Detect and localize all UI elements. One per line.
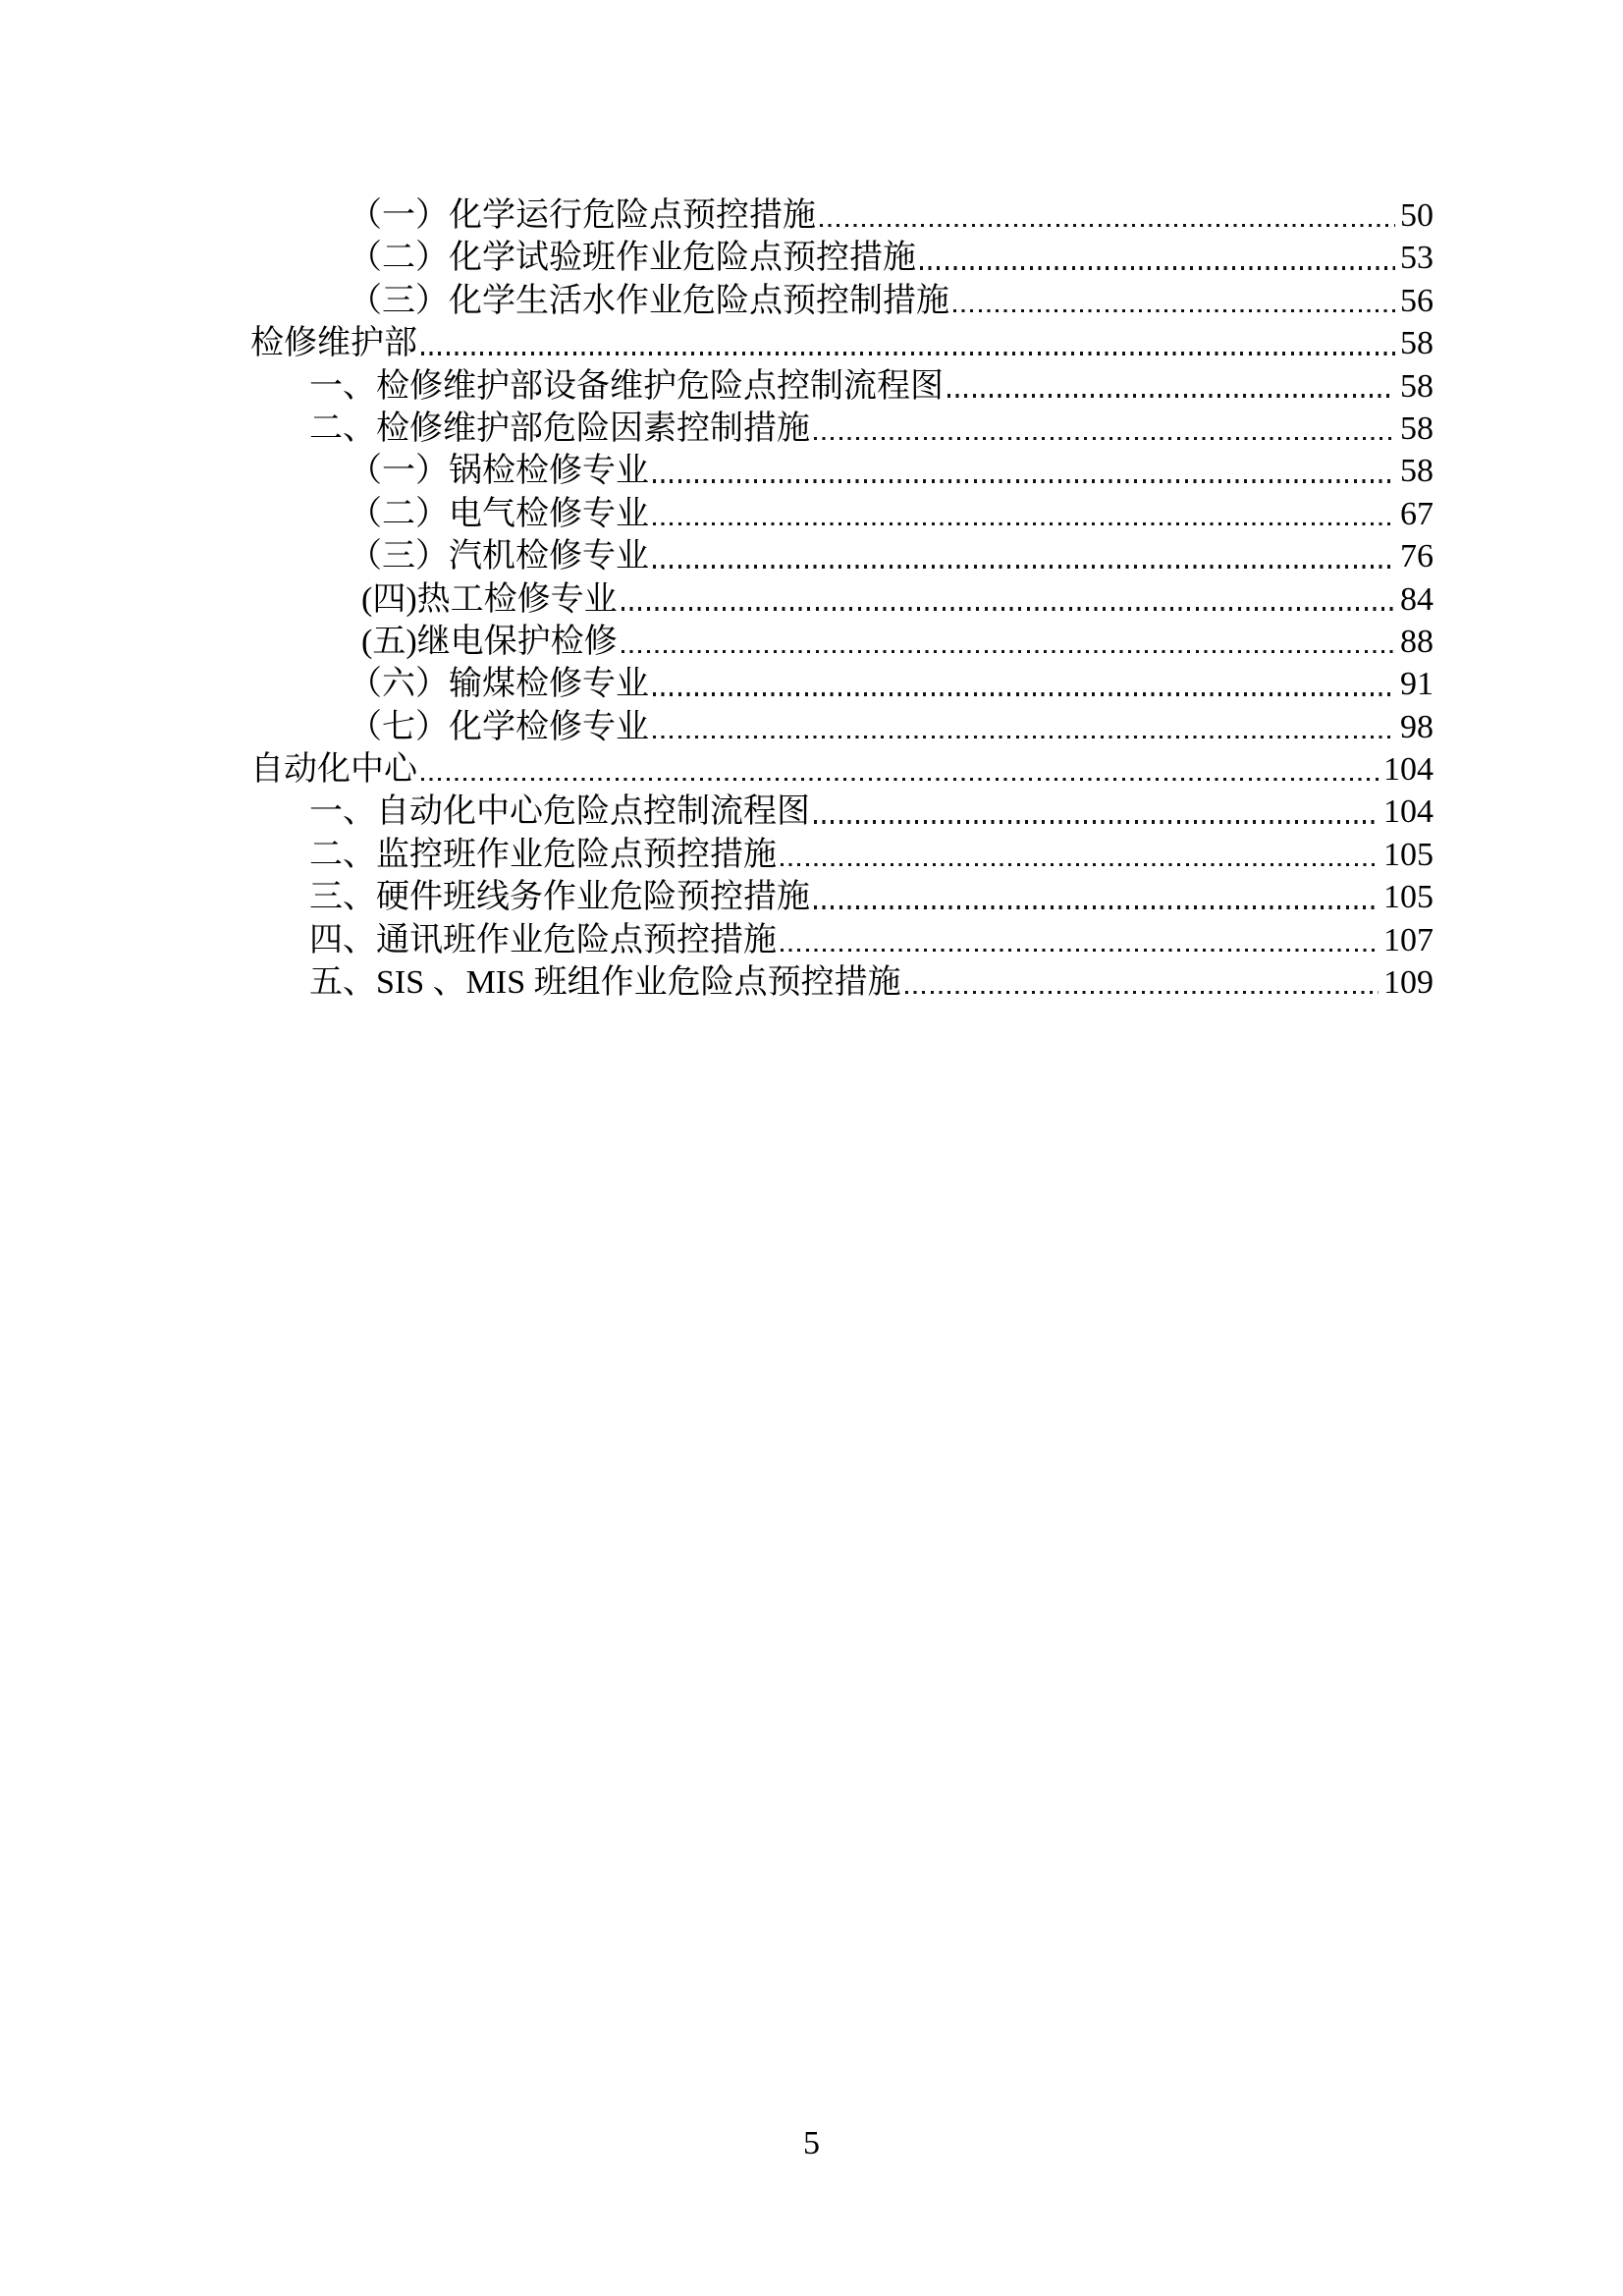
toc-entry[interactable]: [250, 663, 1434, 705]
toc-entry-page: 76: [1400, 538, 1434, 575]
dot-leader: [653, 565, 1395, 569]
toc-entry-page: 56: [1400, 282, 1434, 319]
dot-leader: [781, 949, 1379, 953]
toc-entry-page: 107: [1383, 921, 1434, 958]
dot-leader: [653, 736, 1395, 739]
toc-entry-page: 91: [1400, 666, 1434, 703]
toc-entry[interactable]: [250, 322, 1434, 364]
toc-entry-page: 58: [1400, 367, 1434, 405]
toc-entry[interactable]: [250, 791, 1434, 833]
toc-entry-label: 一、检修维护部设备维护危险点控制流程图: [309, 367, 944, 405]
dot-leader: [814, 820, 1379, 824]
toc-entry[interactable]: [250, 748, 1434, 791]
toc-entry-label: (五)继电保护检修: [361, 623, 618, 660]
dot-leader: [653, 479, 1395, 483]
toc-entry[interactable]: [250, 919, 1434, 961]
toc-entry-label: （一）化学运行危险点预控措施: [349, 197, 816, 234]
dot-leader: [820, 224, 1395, 228]
toc-entry-page: 58: [1400, 325, 1434, 362]
toc-entry[interactable]: [250, 834, 1434, 876]
toc-entry-page: 67: [1400, 495, 1434, 532]
toc-entry-page: 105: [1383, 879, 1434, 916]
toc-entry-label: （二）电气检修专业: [349, 495, 649, 532]
toc-entry-page: 58: [1400, 410, 1434, 447]
toc-entry-page: 53: [1400, 240, 1434, 277]
toc-entry[interactable]: [250, 876, 1434, 918]
dot-leader: [653, 522, 1395, 526]
dot-leader: [905, 991, 1379, 995]
toc-entry-label: 自动化中心: [250, 751, 417, 789]
toc-entry-page: 109: [1383, 964, 1434, 1002]
toc-entry[interactable]: [250, 535, 1434, 577]
toc-entry-label: 三、硬件班线务作业危险预控措施: [309, 879, 810, 916]
toc-entry-page: 104: [1383, 751, 1434, 789]
toc-entry[interactable]: [250, 706, 1434, 748]
toc-entry[interactable]: [250, 408, 1434, 450]
toc-entry[interactable]: [250, 961, 1434, 1004]
dot-leader: [947, 394, 1395, 398]
toc-entry-label: 二、检修维护部危险因素控制措施: [309, 410, 810, 447]
toc-entry-page: 88: [1400, 623, 1434, 660]
toc-entry-page: 50: [1400, 197, 1434, 234]
dot-leader: [814, 437, 1395, 441]
toc-entry-label: （三）化学生活水作业危险点预控制措施: [349, 282, 949, 319]
toc-entry-label: 五、SIS 、MIS 班组作业危险点预控措施: [309, 964, 901, 1002]
toc-entry-label: （一）锅检检修专业: [349, 453, 649, 490]
toc-entry-label: 二、监控班作业危险点预控措施: [309, 836, 777, 873]
toc-entry[interactable]: [250, 280, 1434, 322]
toc-entry-label: (四)热工检修专业: [361, 580, 618, 618]
toc-entry-page: 104: [1383, 793, 1434, 831]
dot-leader: [421, 352, 1395, 355]
toc-entry-label: （六）输煤检修专业: [349, 666, 649, 703]
dot-leader: [622, 607, 1395, 611]
toc-entry-label: （二）化学试验班作业危险点预控措施: [349, 240, 916, 277]
toc-entry-label: （七）化学检修专业: [349, 708, 649, 745]
dot-leader: [421, 778, 1379, 782]
toc: [250, 194, 1434, 1004]
toc-entry-page: 84: [1400, 580, 1434, 618]
dot-leader: [622, 650, 1395, 654]
toc-entry-page: 58: [1400, 453, 1434, 490]
toc-entry[interactable]: [250, 450, 1434, 492]
dot-leader: [920, 266, 1395, 270]
toc-entry[interactable]: [250, 365, 1434, 408]
toc-entry[interactable]: [250, 237, 1434, 279]
toc-entry-page: 105: [1383, 836, 1434, 873]
toc-entry[interactable]: [250, 493, 1434, 535]
toc-entry[interactable]: [250, 578, 1434, 621]
toc-entry-label: 四、通讯班作业危险点预控措施: [309, 921, 777, 958]
page-number: 5: [803, 2125, 820, 2161]
dot-leader: [781, 863, 1379, 867]
toc-entry-label: 检修维护部: [250, 325, 417, 362]
dot-leader: [814, 905, 1379, 909]
dot-leader: [653, 692, 1395, 696]
dot-leader: [953, 309, 1395, 313]
toc-entry-label: （三）汽机检修专业: [349, 538, 649, 575]
toc-entry-label: 一、自动化中心危险点控制流程图: [309, 793, 810, 831]
toc-entry[interactable]: [250, 621, 1434, 663]
toc-entry[interactable]: [250, 194, 1434, 237]
toc-entry-page: 98: [1400, 708, 1434, 745]
